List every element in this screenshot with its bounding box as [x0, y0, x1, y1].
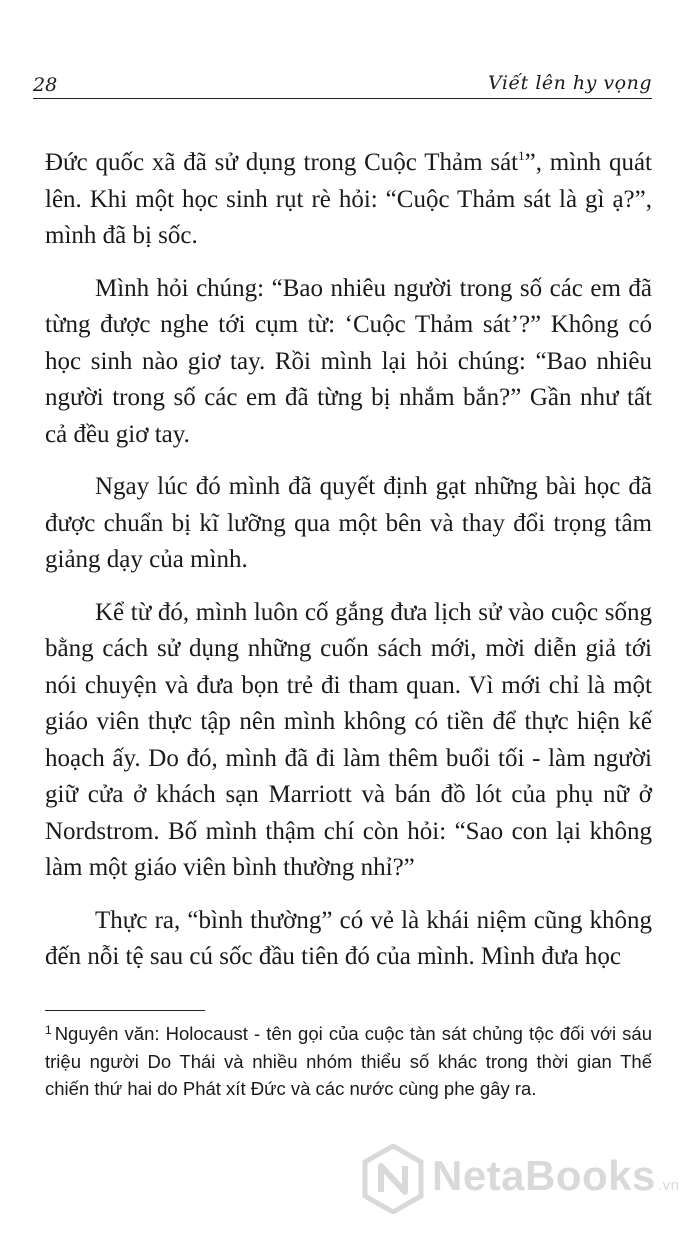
- running-title: Viết lên hy vọng: [487, 72, 652, 94]
- footnote-divider: [45, 1010, 205, 1011]
- neta-logo-icon: [362, 1144, 424, 1214]
- paragraph-2: Mình hỏi chúng: “Bao nhiêu người trong số các em đã từng được nghe tới cụm từ: ‘Cuộc Thảm sát’?” Không có học sinh nào giơ tay. Rồi mình lại hỏi chúng: “Bao nhiêu người trong số các em đã từng bị nhắm bắn?” Gần như tất cả đều giơ tay.: [45, 274, 652, 448]
- paragraph-4: Kể từ đó, mình luôn cố gắng đưa lịch sử vào cuộc sống bằng cách sử dụng những cuốn sách mới, mời diễn giả tới nói chuyện và đưa bọn trẻ đi tham quan. Vì mới chỉ là một giáo viên thực tập nên mình không có tiền để thực hiện kế hoạch ấy. Do đó, mình đã đi làm thêm buổi tối - làm người giữ cửa ở khách sạn Marriott và bán đồ lót của phụ nữ ở Nordstrom. Bố mình thậm chí còn hỏi: “Sao con lại không làm một giáo viên bình thường nhỉ?”: [45, 598, 652, 881]
- watermark-suffix: .vn: [657, 1177, 680, 1194]
- page-number: 28: [33, 74, 58, 96]
- paragraph-5: Thực ra, “bình thường” có vẻ là khái niệm cũng không đến nỗi tệ sau cú sốc đầu tiên đó của mình. Mình đưa học: [45, 906, 652, 970]
- footnote-reference: 1: [518, 148, 525, 163]
- watermark-text: [432, 1152, 679, 1200]
- watermark: [362, 1140, 682, 1220]
- paragraph-3: Ngay lúc đó mình đã quyết định gạt những bài học đã được chuẩn bị kĩ lưỡng qua một bên và thay đổi trọng tâm giảng dạy của mình.: [45, 473, 652, 573]
- paragraph-1-text-cont: ”, mình quát lên. Khi một học sinh rụt rè hỏi: “Cuộc Thảm sát là gì ạ?”, mình đã bị sốc.: [45, 149, 652, 249]
- paragraph-1-text: Đức quốc xã đã sử dụng trong Cuộc Thảm sát: [45, 149, 519, 176]
- footnote: [45, 1020, 652, 1103]
- footnote-text: Nguyên văn: Holocaust - tên gọi của cuộc tàn sát chủng tộc đối với sáu triệu người Do Thái và nhiều nhóm thiểu số khác trong thời gian Thế chiến thứ hai do Phát xít Đức và các nước cùng phe gây ra.: [45, 1023, 652, 1099]
- watermark-brand: NetaBooks: [432, 1152, 656, 1199]
- footnote-mark: 1: [45, 1023, 52, 1037]
- body-text: [45, 145, 652, 992]
- page-header: [33, 70, 652, 99]
- paragraph-1: [45, 145, 652, 255]
